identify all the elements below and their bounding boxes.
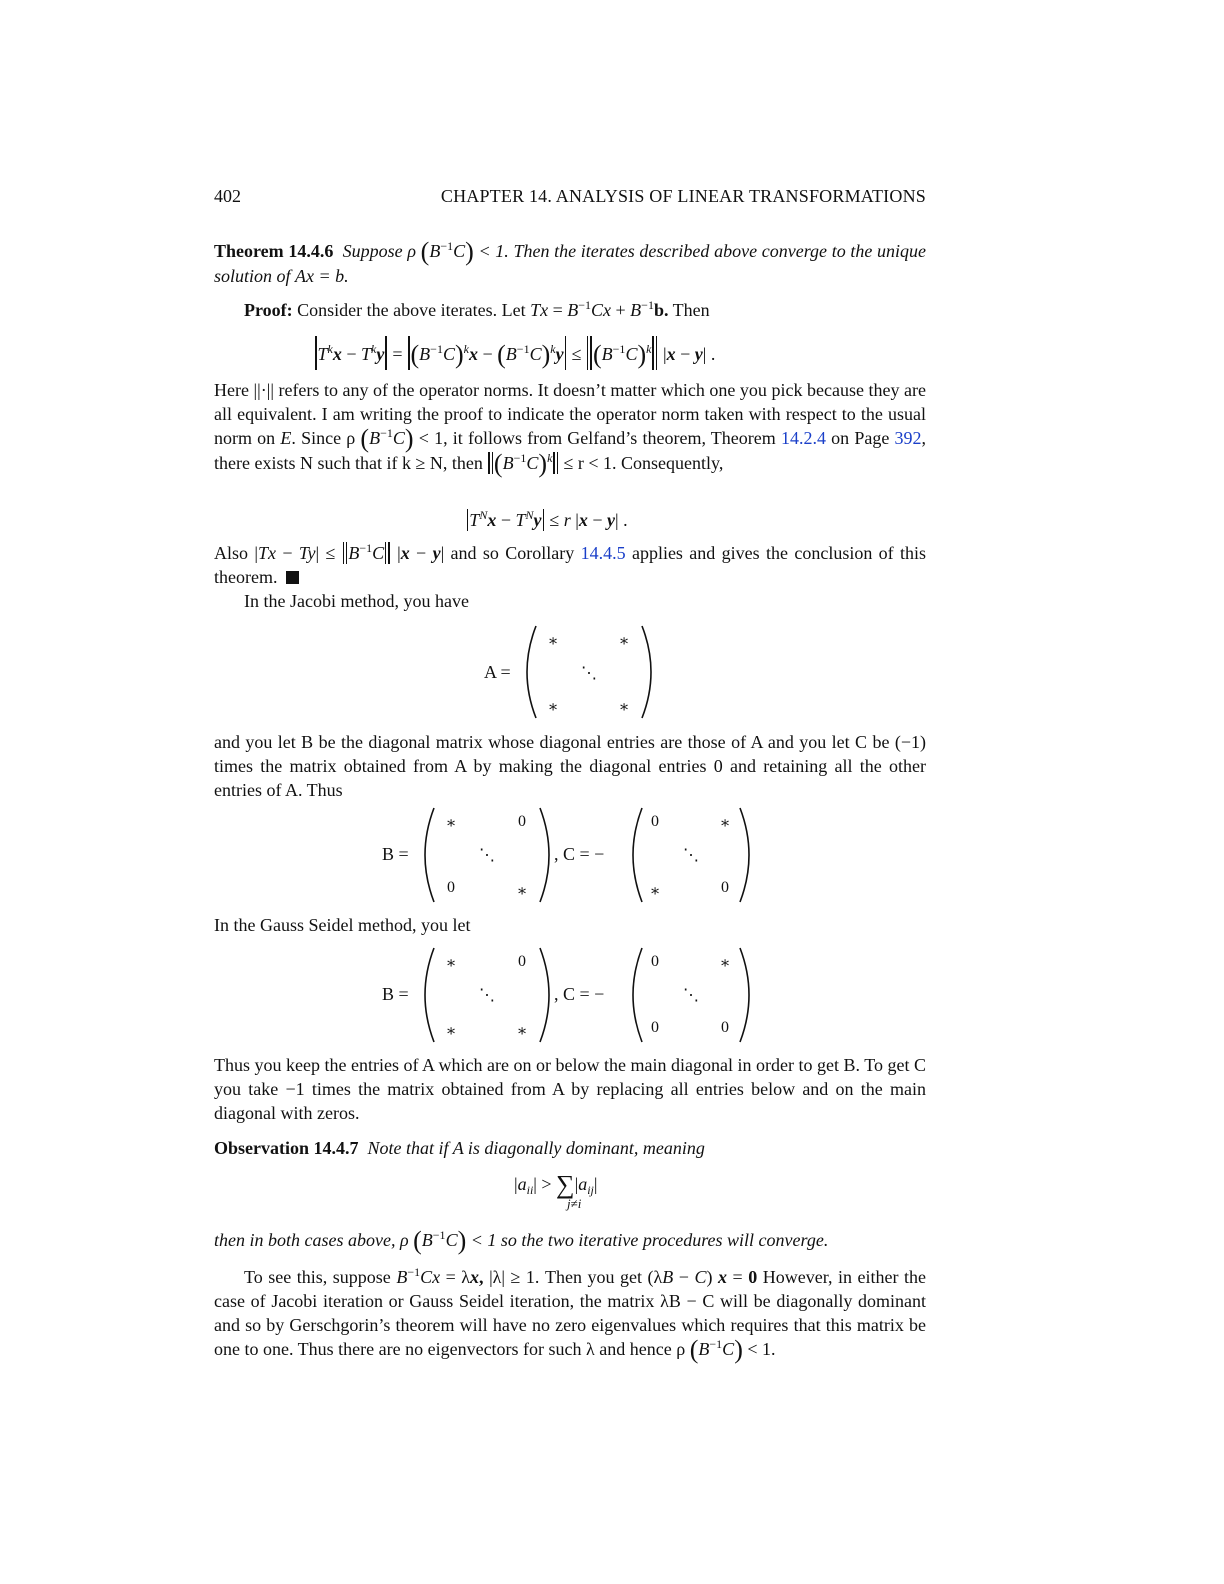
- link-corollary-14-4-5[interactable]: 14.4.5: [580, 543, 626, 563]
- observation-label: Observation 14.4.7: [214, 1138, 359, 1158]
- observation-text-3: < 1 so the two iterative procedures will converge.: [470, 1230, 829, 1250]
- matrix-gauss-b: [382, 946, 552, 1044]
- entry-diagonal-dots: ⋱: [683, 847, 699, 864]
- matrix-label: B =: [382, 984, 409, 1004]
- equation-contraction: $T^kx - T^ky = (B^{-1}C)^kx - (B^{-1}C)^ky \le (B^{-1}C)^k$ |x − y| .: [314, 336, 715, 370]
- matrix-label: , C = −: [554, 984, 605, 1004]
- entry-top-left: ∗: [445, 955, 457, 972]
- final-text-1: To see this, suppose: [244, 1267, 391, 1287]
- proof-text-2: Then: [672, 300, 710, 320]
- final-text-3: However, in either the case of Jacobi iteration or Gauss Seidel iteration, the matrix λB − C will be diagonally dominant and so by Gerschgorin’s theorem will have no zero eigenvalues which requires that this matrix be one to one. Thus there are no eigenvectors for such λ and hence ρ: [214, 1267, 927, 1359]
- paragraph-jacobi: and you let B be the diagonal matrix whose diagonal entries are those of A and you let C be (−1) times the matrix obtained from A by making the diagonal entries 0 and retaining all the other entries of A. Thus: [214, 732, 926, 800]
- entry-bottom-right: ∗: [618, 699, 630, 716]
- qed-square-icon: [286, 571, 299, 584]
- observation-conclusion: then in both cases above, ρ $(B^{-1}C) < 1$ so the two iterative procedures will converge.: [214, 1226, 829, 1255]
- entry-top-right: ∗: [719, 815, 731, 832]
- entry-top-right: 0: [518, 953, 526, 970]
- equation-contraction-n: $T^Nx - T^Ny \le r$ |x − y| .: [466, 508, 628, 532]
- entry-bottom-right: ∗: [516, 883, 528, 900]
- theorem-label: Theorem 14.4.6: [214, 241, 334, 261]
- equation-diagonal-dominance: $|a_{ii}| > \sum|a_{ij}|$: [514, 1170, 598, 1199]
- observation-14-4-7: [214, 1136, 926, 1160]
- norms-text-1: Here ||·|| refers to any of the operator norms. It doesn’t matter which one you pick because they are all equivalent. I am writing the proof to indicate the operator norm taken with respect to the usual norm on: [214, 380, 926, 448]
- theorem-text-1: Suppose ρ: [342, 241, 416, 261]
- paragraph-also: Also $|Tx - Ty| \le B^{-1}C$ |x − y| and so Corollary 14.4.5 applies and gives the conclusion of this theorem.: [214, 541, 927, 587]
- chapter-title: CHAPTER 14. ANALYSIS OF LINEAR TRANSFORMATIONS: [440, 186, 926, 206]
- entry-bottom-left: ∗: [445, 1023, 457, 1040]
- norms-text-6: ≤ r < 1.: [563, 453, 617, 473]
- theorem-14-4-6: Theorem 14.4.6 Suppose ρ $(B^{-1}C) < 1$. Then the iterates described above converge to the unique solution of Ax = b.: [214, 237, 927, 286]
- link-theorem-14-2-4[interactable]: 14.2.4: [780, 428, 826, 448]
- entry-bottom-left: ∗: [649, 883, 661, 900]
- entry-bottom-left: 0: [447, 879, 455, 896]
- matrix-a: [484, 624, 654, 720]
- matrix-label: A =: [484, 662, 511, 682]
- matrix-label: B =: [382, 844, 409, 864]
- gauss-intro: In the Gauss Seidel method, you let: [214, 915, 471, 935]
- norms-text-7: Consequently,: [621, 453, 724, 473]
- paragraph-operator-norms: Here ||·|| refers to any of the operator norms. It doesn’t matter which one you pick because they are all equivalent. I am writing the proof to indicate the operator norm taken with respect to the usual norm on E. Since ρ $(B^{-1}C) < 1$, it follows from Gelfand’s theorem, Theorem 14.2.4 on Page 392, there exists N such that if k ≥ N, then $(B^{-1}C)^k \le r < 1$. Consequently,: [214, 380, 927, 478]
- entry-top-right: ∗: [719, 955, 731, 972]
- entry-diagonal-dots: ⋱: [479, 987, 495, 1004]
- paragraph-keep-entries: Thus you keep the entries of A which are on or below the main diagonal in order to get B. To get C you take −1 times the matrix obtained from A by replacing all entries below and on the main diagonal with zeros.: [214, 1055, 926, 1123]
- entry-diagonal-dots: ⋱: [479, 847, 495, 864]
- entry-diagonal-dots: ⋱: [581, 665, 597, 682]
- entry-bottom-left: ∗: [547, 699, 559, 716]
- entry-diagonal-dots: ⋱: [683, 987, 699, 1004]
- sum-index: j≠i: [567, 1196, 582, 1211]
- entry-bottom-right: 0: [721, 1019, 729, 1036]
- norms-text-5: , there exists N such that if k ≥ N, then: [214, 428, 927, 473]
- entry-bottom-right: 0: [721, 879, 729, 896]
- matrix-gauss-c: [554, 946, 764, 1044]
- entry-top-right: 0: [518, 813, 526, 830]
- entry-top-right: ∗: [618, 633, 630, 650]
- entry-top-left: ∗: [445, 815, 457, 832]
- matrix-label: , C = −: [554, 844, 605, 864]
- observation-text-1: Note that if A is diagonally dominant, meaning: [367, 1138, 705, 1158]
- matrix-jacobi-b: [382, 806, 552, 904]
- final-text-4: < 1.: [747, 1339, 776, 1359]
- entry-bottom-left: 0: [651, 1019, 659, 1036]
- proof-line: Proof: Consider the above iterates. Let $Tx = B^{-1}Cx + B^{-1}b$. Then: [244, 298, 710, 320]
- entry-top-left: 0: [651, 953, 659, 970]
- theorem-text-2: < 1. Then the iterates described above converge to the unique solution of: [214, 241, 927, 286]
- final-text-2: Then you get: [544, 1267, 642, 1287]
- norms-text-4: on Page: [831, 428, 890, 448]
- jacobi-intro: In the Jacobi method, you have: [244, 591, 469, 611]
- also-text-3: applies and gives the conclusion of this theorem.: [214, 543, 927, 587]
- link-page-392[interactable]: 392: [894, 428, 922, 448]
- norms-text-2: Since ρ: [301, 428, 356, 448]
- entry-top-left: 0: [651, 813, 659, 830]
- norms-text-3: < 1, it follows from Gelfand’s theorem, Theorem: [418, 428, 776, 448]
- proof-text-1: Consider the above iterates. Let: [297, 300, 526, 320]
- matrix-jacobi-c: [554, 806, 764, 904]
- theorem-equation: Ax = b.: [295, 266, 349, 286]
- also-text-2: and so Corollary: [450, 543, 575, 563]
- entry-bottom-right: ∗: [516, 1023, 528, 1040]
- paragraph-final: To see this, suppose $B^{-1}Cx = \lambda x$, |λ| ≥ 1. Then you get (λB − C) x = 0 However, in either the case of Jacobi iteration or Gauss Seidel iteration, the matrix λB − C will be diagonally dominant and so by Gerschgorin’s theorem will have no zero eigenvalues which requires that this matrix be one to one. Thus there are no eigenvectors for such λ and hence ρ $(B^{-1}C) < 1$.: [214, 1265, 927, 1364]
- observation-text-2: then in both cases above, ρ: [214, 1230, 409, 1250]
- page-number: 402: [214, 186, 241, 206]
- also-text-1: Also: [214, 543, 249, 563]
- proof-label: Proof:: [244, 300, 293, 320]
- entry-top-left: ∗: [547, 633, 559, 650]
